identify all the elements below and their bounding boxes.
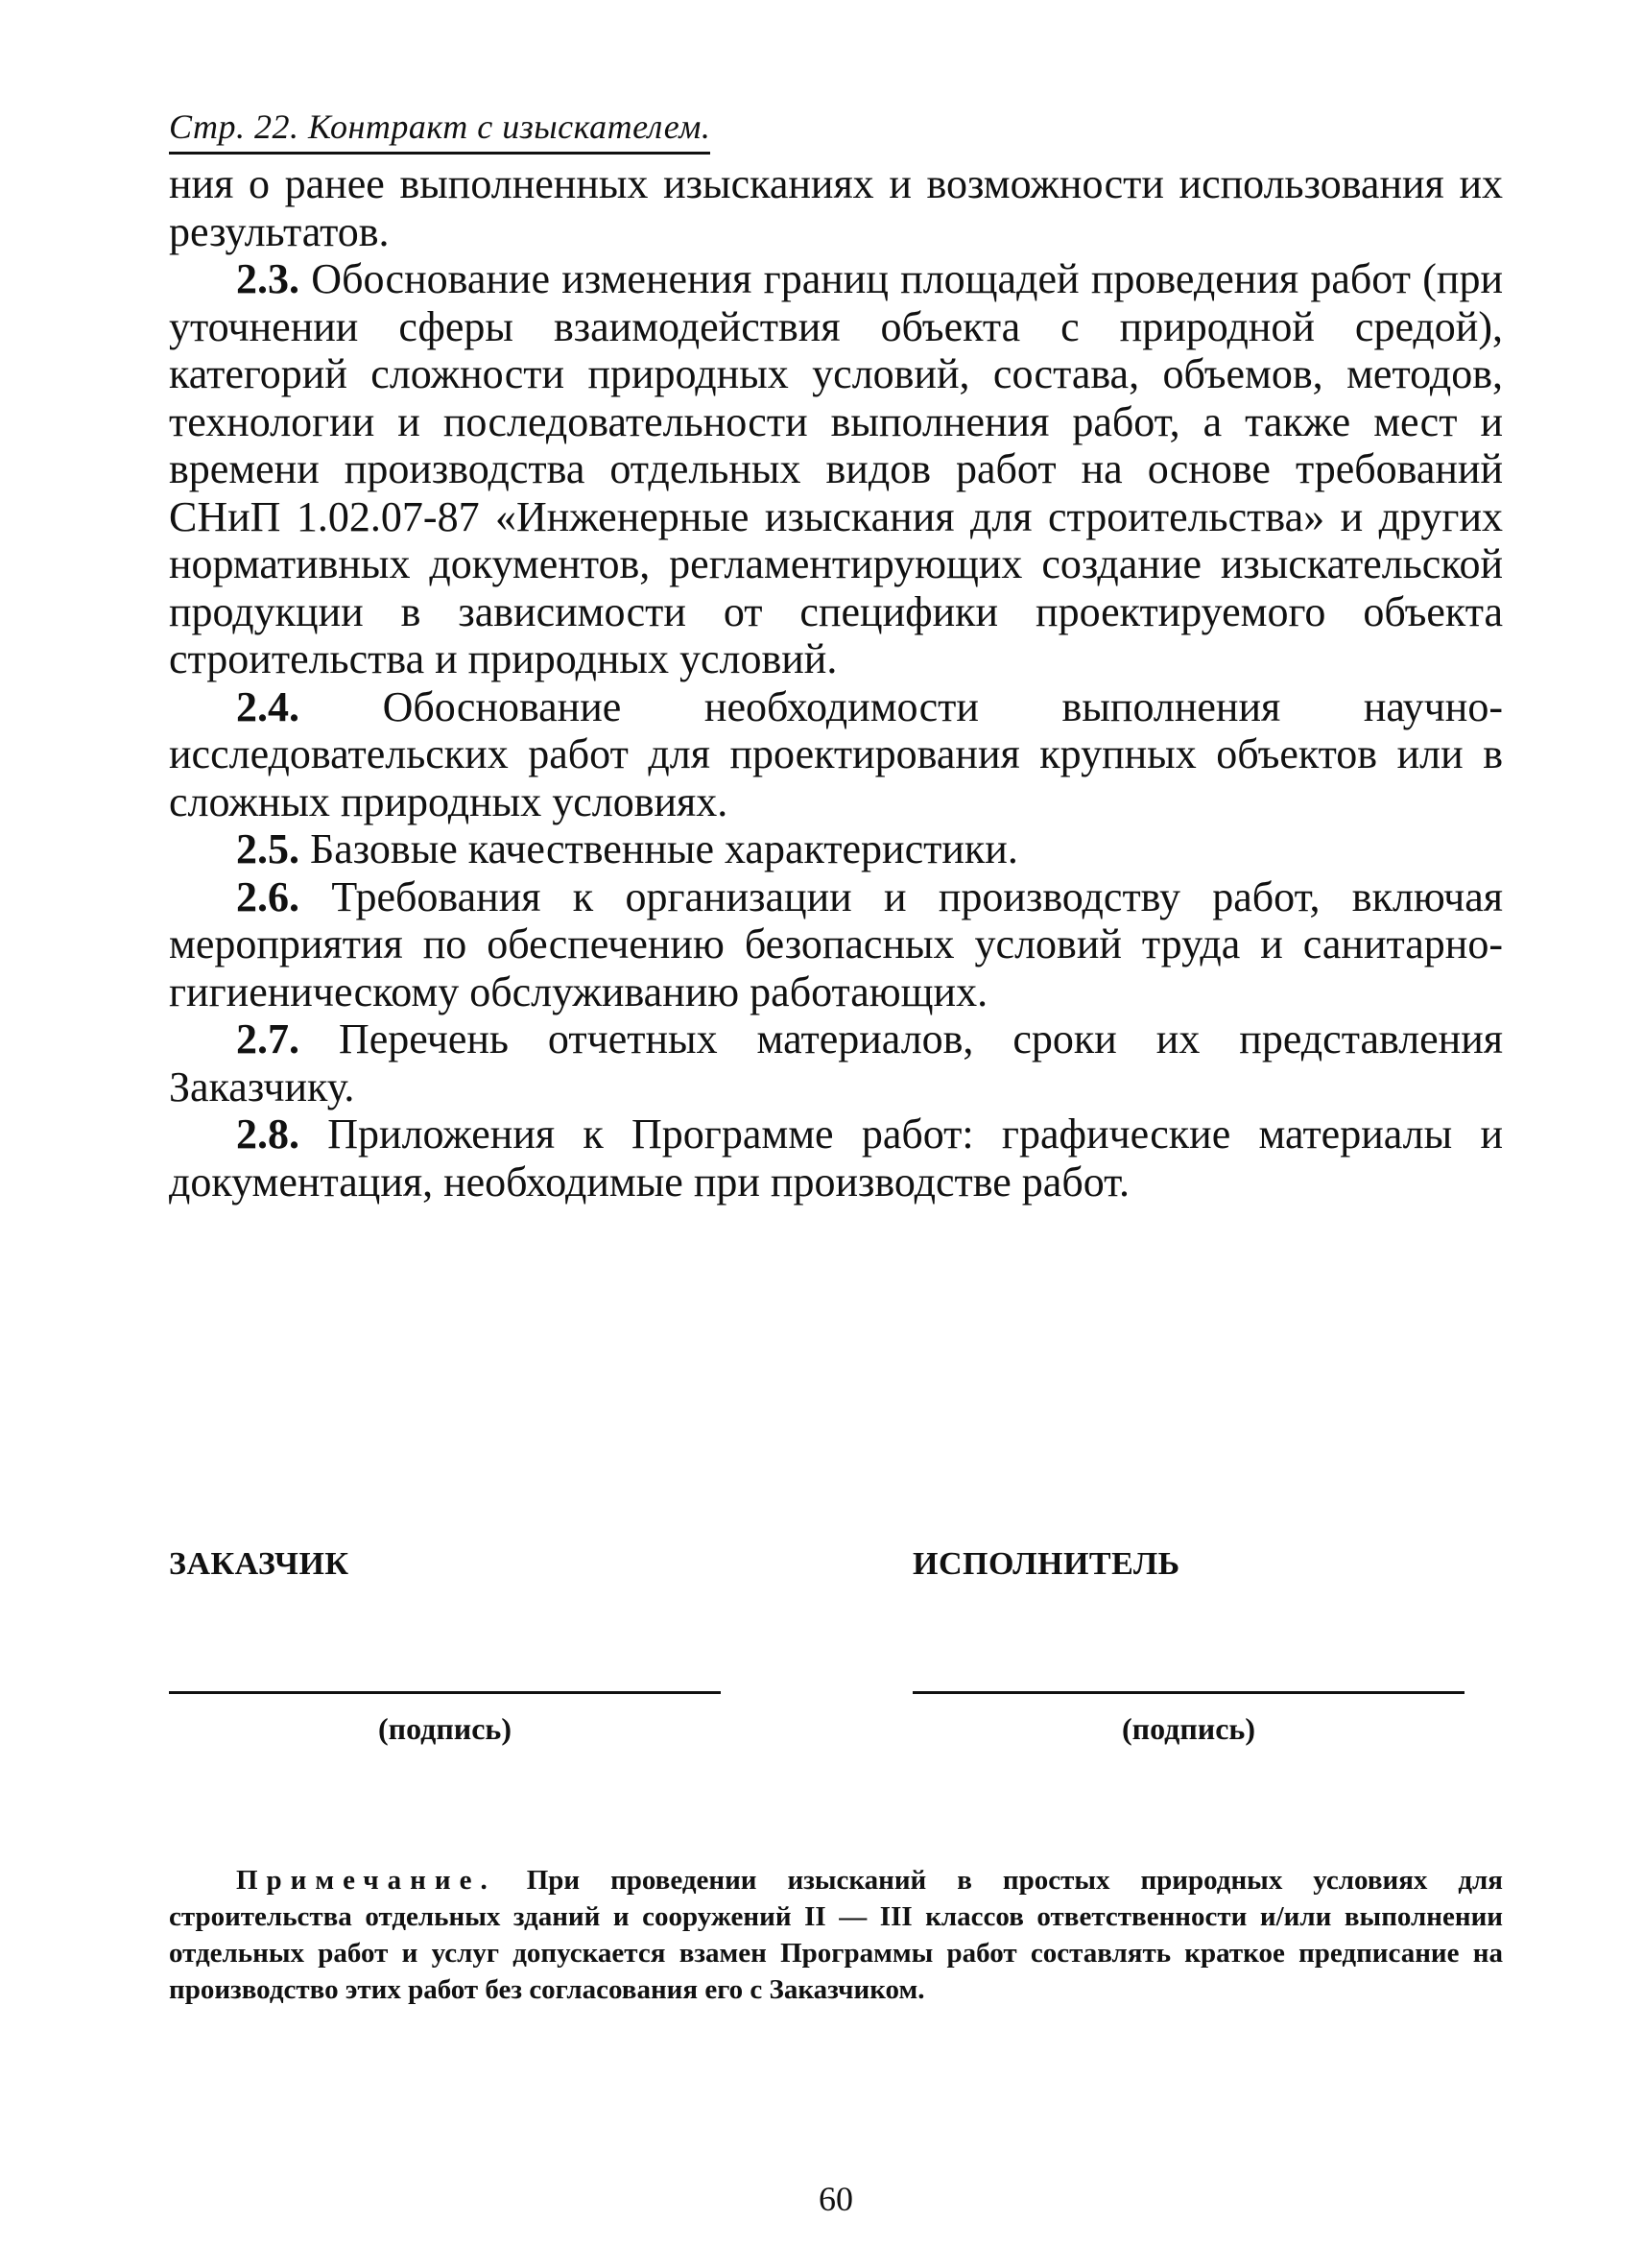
clause-2-8 bbox=[169, 1110, 1503, 1206]
clause-2-5 bbox=[169, 825, 1503, 873]
clause-2-3 bbox=[169, 255, 1503, 683]
signature-caption: (подпись) bbox=[1121, 1711, 1255, 1746]
clause-text: Приложения к Программе работ: графические материалы и документация, необходимые при производстве работ. bbox=[169, 1110, 1503, 1206]
clause-number: 2.6. bbox=[236, 872, 299, 920]
note-lead: Примечание. bbox=[236, 1865, 496, 1896]
continuation-paragraph: ния о ранее выполненных изысканиях и возможности использования их результатов. bbox=[169, 160, 1503, 255]
customer-role: ЗАКАЗЧИК bbox=[169, 1546, 349, 1582]
clause-text: Перечень отчетных материалов, сроки их представления Заказчику. bbox=[169, 1015, 1504, 1110]
body-text bbox=[169, 160, 1503, 1206]
document-page bbox=[169, 106, 1504, 2218]
clause-2-7 bbox=[169, 1015, 1503, 1110]
contractor-role: ИСПОЛНИТЕЛЬ bbox=[913, 1546, 1180, 1582]
clause-2-4 bbox=[169, 683, 1503, 826]
clause-text: Обоснование изменения границ площадей проведения работ (при уточнении сферы взаимодействия объекта с природной средой), категорий сложности природных условий, состава, объемов, методов, технологии и последовательности выполнения работ, а также мест и времени производства отдельных видов работ на основе требований СНиП 1.02.07-87 «Инженерные изыскания для строительства» и других нормативных документов, регламентирующих создание изыскательской продукции в зависимости от специфики проектируемого объекта строительства и природных условий. bbox=[169, 255, 1503, 682]
page-number: 60 bbox=[819, 2180, 853, 2218]
clause-2-6 bbox=[169, 873, 1503, 1016]
clause-number: 2.7. bbox=[236, 1015, 299, 1062]
clause-number: 2.3. bbox=[236, 255, 299, 302]
footnote bbox=[169, 1862, 1503, 2008]
clause-number: 2.4. bbox=[236, 682, 299, 730]
signature-block bbox=[169, 1545, 1503, 1766]
note-text: При проведении изысканий в простых природных условиях для строительства отдельных зданий и сооружений II — III классов ответственности и/или выполнении отдельных работ и услуг допускается взамен Программы работ составлять краткое предписание на производство этих работ без согласования его с Заказчиком. bbox=[169, 1865, 1504, 2005]
signature-line bbox=[913, 1691, 1464, 1694]
clause-text: Требования к организации и производству работ, включая мероприятия по обеспечению безопасных условий труда и санитарно-гигиеническому обслуживанию работающих. bbox=[169, 872, 1504, 1015]
clause-text: Обоснование необходимости выполнения научно-исследовательских работ для проектирования крупных объектов или в сложных природных условиях. bbox=[169, 682, 1504, 825]
signature-caption: (подпись) bbox=[377, 1711, 512, 1746]
contractor-signature bbox=[913, 1545, 1469, 1746]
clause-number: 2.8. bbox=[236, 1110, 299, 1158]
clause-number: 2.5. bbox=[236, 825, 299, 872]
signature-line bbox=[169, 1691, 721, 1694]
clause-text: Базовые качественные характеристики. bbox=[310, 825, 1018, 872]
running-header: Стр. 22. Контракт с изыскателем. bbox=[169, 106, 710, 155]
customer-signature bbox=[169, 1545, 726, 1746]
